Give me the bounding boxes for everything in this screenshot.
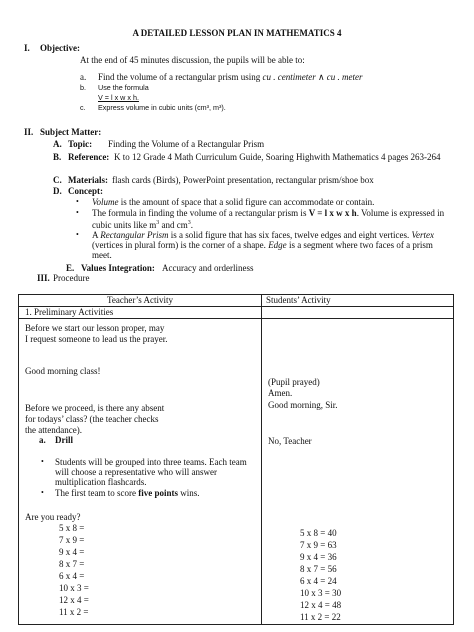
drill-question: 6 x 4 = xyxy=(59,571,85,581)
concept-letter: D. xyxy=(53,186,62,196)
teacher-activity-cell xyxy=(19,319,262,625)
topic-letter: A. xyxy=(53,139,62,149)
drill-answer: 5 x 8 = 40 xyxy=(300,528,337,538)
prelim-cell xyxy=(19,307,262,319)
concept-vertex-term: Vertex xyxy=(411,230,434,240)
students-activity-cell xyxy=(262,319,454,625)
objective-item-b-letter: b. xyxy=(80,83,86,92)
reference-value: K to 12 Grade 4 Math Curriculum Guide, Soaring Highwith Mathematics 4 pages 263-264 xyxy=(114,152,441,162)
drill-answer: 11 x 2 = 22 xyxy=(300,612,341,622)
topic-value: Finding the Volume of a Rectangular Prism xyxy=(108,139,265,149)
teacher-activity-header: Teacher’s Activity xyxy=(107,295,173,305)
concept-vertex-def: (vertices in plural form) is the corner of a shape. xyxy=(92,240,269,250)
student-amen: Amen. xyxy=(268,388,293,398)
topic-label: Topic: xyxy=(68,139,93,149)
objective-item-c-text: Express volume in cubic units (cm³, m³). xyxy=(98,103,226,112)
drill-win-points: five points xyxy=(138,488,178,498)
concept-formula-value: V = l x w x h xyxy=(308,208,357,218)
objective-item-a-text xyxy=(98,72,363,83)
drill-answer: 9 x 4 = 36 xyxy=(300,552,337,562)
objective-item-a-label: Find the volume of a rectangular prism using xyxy=(98,72,261,82)
materials-label: Materials: xyxy=(68,175,108,185)
objective-intro: At the end of 45 minutes discussion, the pupils will be able to: xyxy=(80,55,305,65)
concept-prism-def: is a solid figure that has six faces, twelve edges and eight vertices. xyxy=(168,230,412,240)
concept-formula-end: . xyxy=(190,220,193,230)
teacher-prayer-line2: I request someone to lead us the prayer. xyxy=(25,334,168,344)
students-header-cell xyxy=(262,295,454,307)
students-activity-header: Students’ Activity xyxy=(266,295,331,305)
drill-rule-line2: will choose a representative who will answer xyxy=(55,467,217,477)
page-title: A DETAILED LESSON PLAN IN MATHEMATICS 4 xyxy=(132,28,342,38)
activity-table xyxy=(18,294,454,625)
teacher-absent-line2: for todays’ class? (the teacher checks xyxy=(25,414,159,424)
drill-question: 8 x 7 = xyxy=(59,559,85,569)
materials-value: flash cards (Birds), PowerPoint presentation, rectangular prism/shoe box xyxy=(112,175,374,185)
concept-label: Concept: xyxy=(68,186,103,196)
procedure-heading: Procedure xyxy=(53,273,90,283)
concept-formula-text2: . Volume is expressed in cubic units like m xyxy=(92,208,445,230)
drill-letter: a. xyxy=(39,435,46,445)
concept-prism xyxy=(92,230,452,260)
ready-prompt: Are you ready? xyxy=(25,512,81,522)
materials-letter: C. xyxy=(53,175,62,185)
drill-win-rule xyxy=(55,488,200,498)
preliminary-activities: 1. Preliminary Activities xyxy=(25,307,114,317)
concept-bullet-2: • xyxy=(76,208,79,217)
drill-bullet-1: • xyxy=(41,457,44,466)
concept-edge-def: is a segment where two faces of a prism meet. xyxy=(92,240,433,260)
concept-edge-term: Edge xyxy=(268,240,287,250)
concept-bullet-3: • xyxy=(76,230,79,239)
drill-answer: 10 x 3 = 30 xyxy=(300,588,342,598)
prelim-students-cell xyxy=(262,307,454,319)
concept-formula xyxy=(92,208,452,230)
drill-question: 10 x 3 = xyxy=(59,583,89,593)
reference-label: Reference: xyxy=(68,152,110,162)
drill-question: 7 x 9 = xyxy=(59,535,85,545)
reference-letter: B. xyxy=(53,152,62,162)
procedure-number: III. xyxy=(37,273,50,283)
concept-formula-text3: and cm xyxy=(159,220,188,230)
drill-heading: Drill xyxy=(55,435,73,445)
objective-item-b-formula: V = l x w x h. xyxy=(98,93,139,102)
concept-bullet-1: • xyxy=(76,197,79,206)
values-value: Accuracy and orderliness xyxy=(162,263,254,273)
values-label: Values Integration: xyxy=(81,263,155,273)
drill-question: 11 x 2 = xyxy=(59,607,89,617)
values-letter: E. xyxy=(66,263,75,273)
teacher-absent-line1: Before we proceed, is there any absent xyxy=(25,403,165,413)
objective-item-a-letter: a. xyxy=(80,72,87,82)
objective-heading: Objective: xyxy=(40,43,80,53)
concept-sup-cm: 3 xyxy=(187,220,191,226)
teacher-absent-line3: the attendance). xyxy=(25,425,82,435)
drill-rule-line1: Students will be grouped into three teams. Each team xyxy=(55,457,247,467)
objective-number: I. xyxy=(24,43,30,53)
concept-sup-m: 3 xyxy=(156,220,160,226)
concept-volume-def: is the amount of space that a solid figure can accommodate or contain. xyxy=(118,197,375,207)
subject-number: II. xyxy=(24,127,34,137)
concept-formula-text: The formula in finding the volume of a rectangular prism is xyxy=(92,208,309,218)
drill-question: 12 x 4 = xyxy=(59,595,89,605)
concept-volume-term: Volume xyxy=(92,197,119,207)
teacher-greeting: Good morning class! xyxy=(25,366,101,376)
concept-prism-a: A xyxy=(92,230,101,240)
drill-answer: 12 x 4 = 48 xyxy=(300,600,342,610)
drill-bullet-2: • xyxy=(41,488,44,497)
drill-answer: 7 x 9 = 63 xyxy=(300,540,337,550)
drill-question: 9 x 4 = xyxy=(59,547,85,557)
student-greeting: Good morning, Sir. xyxy=(268,400,338,410)
objective-item-b-text: Use the formula xyxy=(98,83,149,92)
student-prayed: (Pupil prayed) xyxy=(268,377,320,387)
drill-win-end: wins. xyxy=(178,488,200,498)
concept-prism-term: Rectangular Prism xyxy=(100,230,169,240)
drill-win-text: The first team to score xyxy=(55,488,139,498)
drill-question: 5 x 8 = xyxy=(59,523,85,533)
objective-item-a-formula: cu . centimeter ∧ cu . meter xyxy=(262,72,363,82)
student-no-absent: No, Teacher xyxy=(268,436,312,446)
drill-rule-line3: multiplication flashcards. xyxy=(55,477,147,487)
drill-answer: 6 x 4 = 24 xyxy=(300,576,337,586)
concept-volume xyxy=(92,197,374,207)
subject-heading: Subject Matter: xyxy=(40,127,102,137)
objective-item-c-letter: c. xyxy=(80,103,86,112)
teacher-prayer-line1: Before we start our lesson proper, may xyxy=(25,323,165,333)
teacher-header-cell xyxy=(19,295,262,307)
drill-answer: 8 x 7 = 56 xyxy=(300,564,337,574)
